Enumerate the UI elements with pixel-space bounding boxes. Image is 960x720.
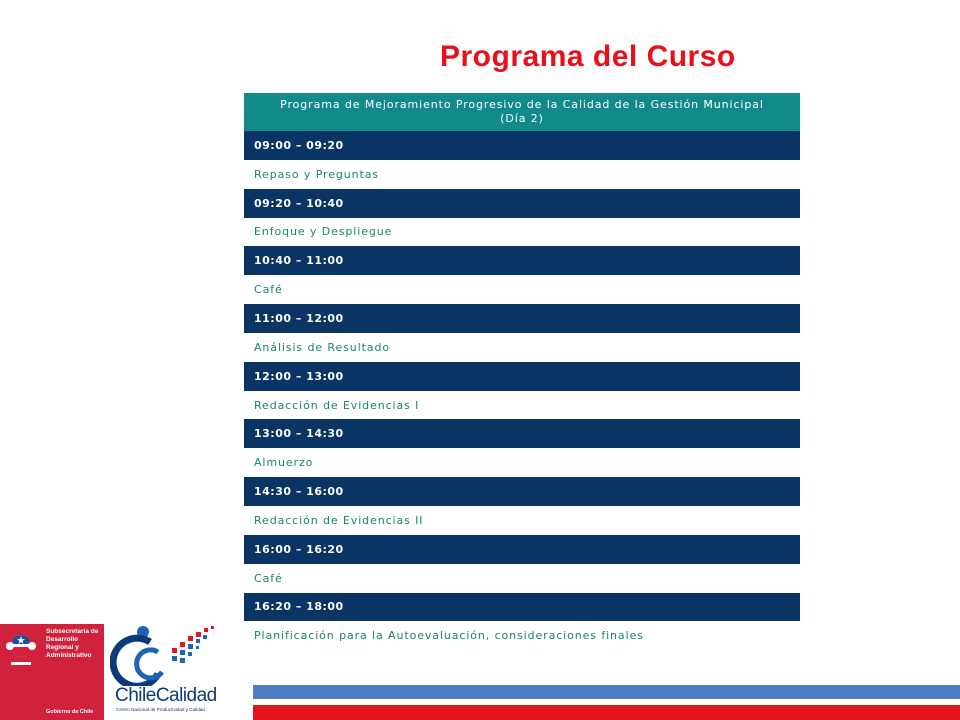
table-header-title: Programa de Mejoramiento Progresivo de la Calidad de la Gestión Municipal [280,98,764,111]
time-row: 09:00 – 09:20 [244,131,800,160]
chilecalidad-logo [110,624,235,720]
table-header-day: (Día 2) [500,112,544,125]
chilecalidad-emblem-icon [110,624,235,686]
time-row: 16:00 – 16:20 [244,535,800,564]
footer-bar-blue [253,685,960,699]
activity-row: Almuerzo [244,448,800,477]
gov-logo-footer: Gobierno de Chile [46,709,94,715]
activity-row: Análisis de Resultado [244,333,800,362]
wordmark-calidad: Calidad [155,685,217,706]
footer-bar-red [253,705,960,720]
time-row: 10:40 – 11:00 [244,246,800,275]
schedule-table [244,93,800,650]
time-row: 14:30 – 16:00 [244,477,800,506]
coat-of-arms-icon [4,628,38,670]
time-row: 11:00 – 12:00 [244,304,800,333]
activity-row: Café [244,275,800,304]
time-row: 09:20 – 10:40 [244,189,800,218]
activity-row: Redacción de Evidencias II [244,506,800,535]
time-row: 12:00 – 13:00 [244,362,800,391]
gobierno-de-chile-logo [0,624,104,720]
time-row: 16:20 – 18:00 [244,593,800,622]
activity-row: Café [244,564,800,593]
activity-row: Redacción de Evidencias I [244,391,800,420]
time-row: 13:00 – 14:30 [244,419,800,448]
wordmark-chile: Chile [115,685,156,706]
page-title: Programa del Curso [440,40,736,73]
activity-row: Repaso y Preguntas [244,160,800,189]
activity-row: Planificación para la Autoevaluación, consideraciones finales [244,621,800,650]
chilecalidad-wordmark [115,685,217,707]
chilecalidad-subtitle: Centro Nacional de Productividad y Calidad [116,707,205,712]
activity-row: Enfoque y Despliegue [244,218,800,247]
gov-logo-text: Subsecretaría de Desarrollo Regional y Administrativo [46,628,99,659]
table-header [244,93,800,131]
